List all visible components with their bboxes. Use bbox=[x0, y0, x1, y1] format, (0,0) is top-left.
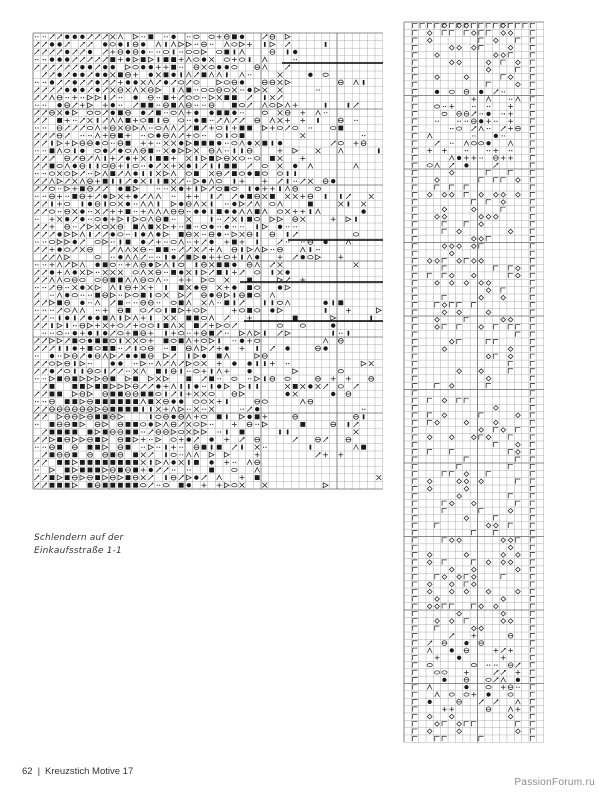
caption-line-2: Einkaufsstraße 1-1 bbox=[34, 546, 122, 556]
caption-line-1: Schlendern auf der bbox=[34, 533, 124, 543]
main-chart-grid bbox=[33, 33, 383, 489]
site-watermark: PassionForum.ru bbox=[514, 777, 595, 788]
page-footer bbox=[22, 766, 133, 777]
publication-title: Kreuzstich Motive 17 bbox=[45, 766, 134, 777]
chart-caption bbox=[34, 532, 184, 558]
footer-separator: | bbox=[37, 766, 41, 777]
page-number: 62 bbox=[22, 766, 33, 777]
